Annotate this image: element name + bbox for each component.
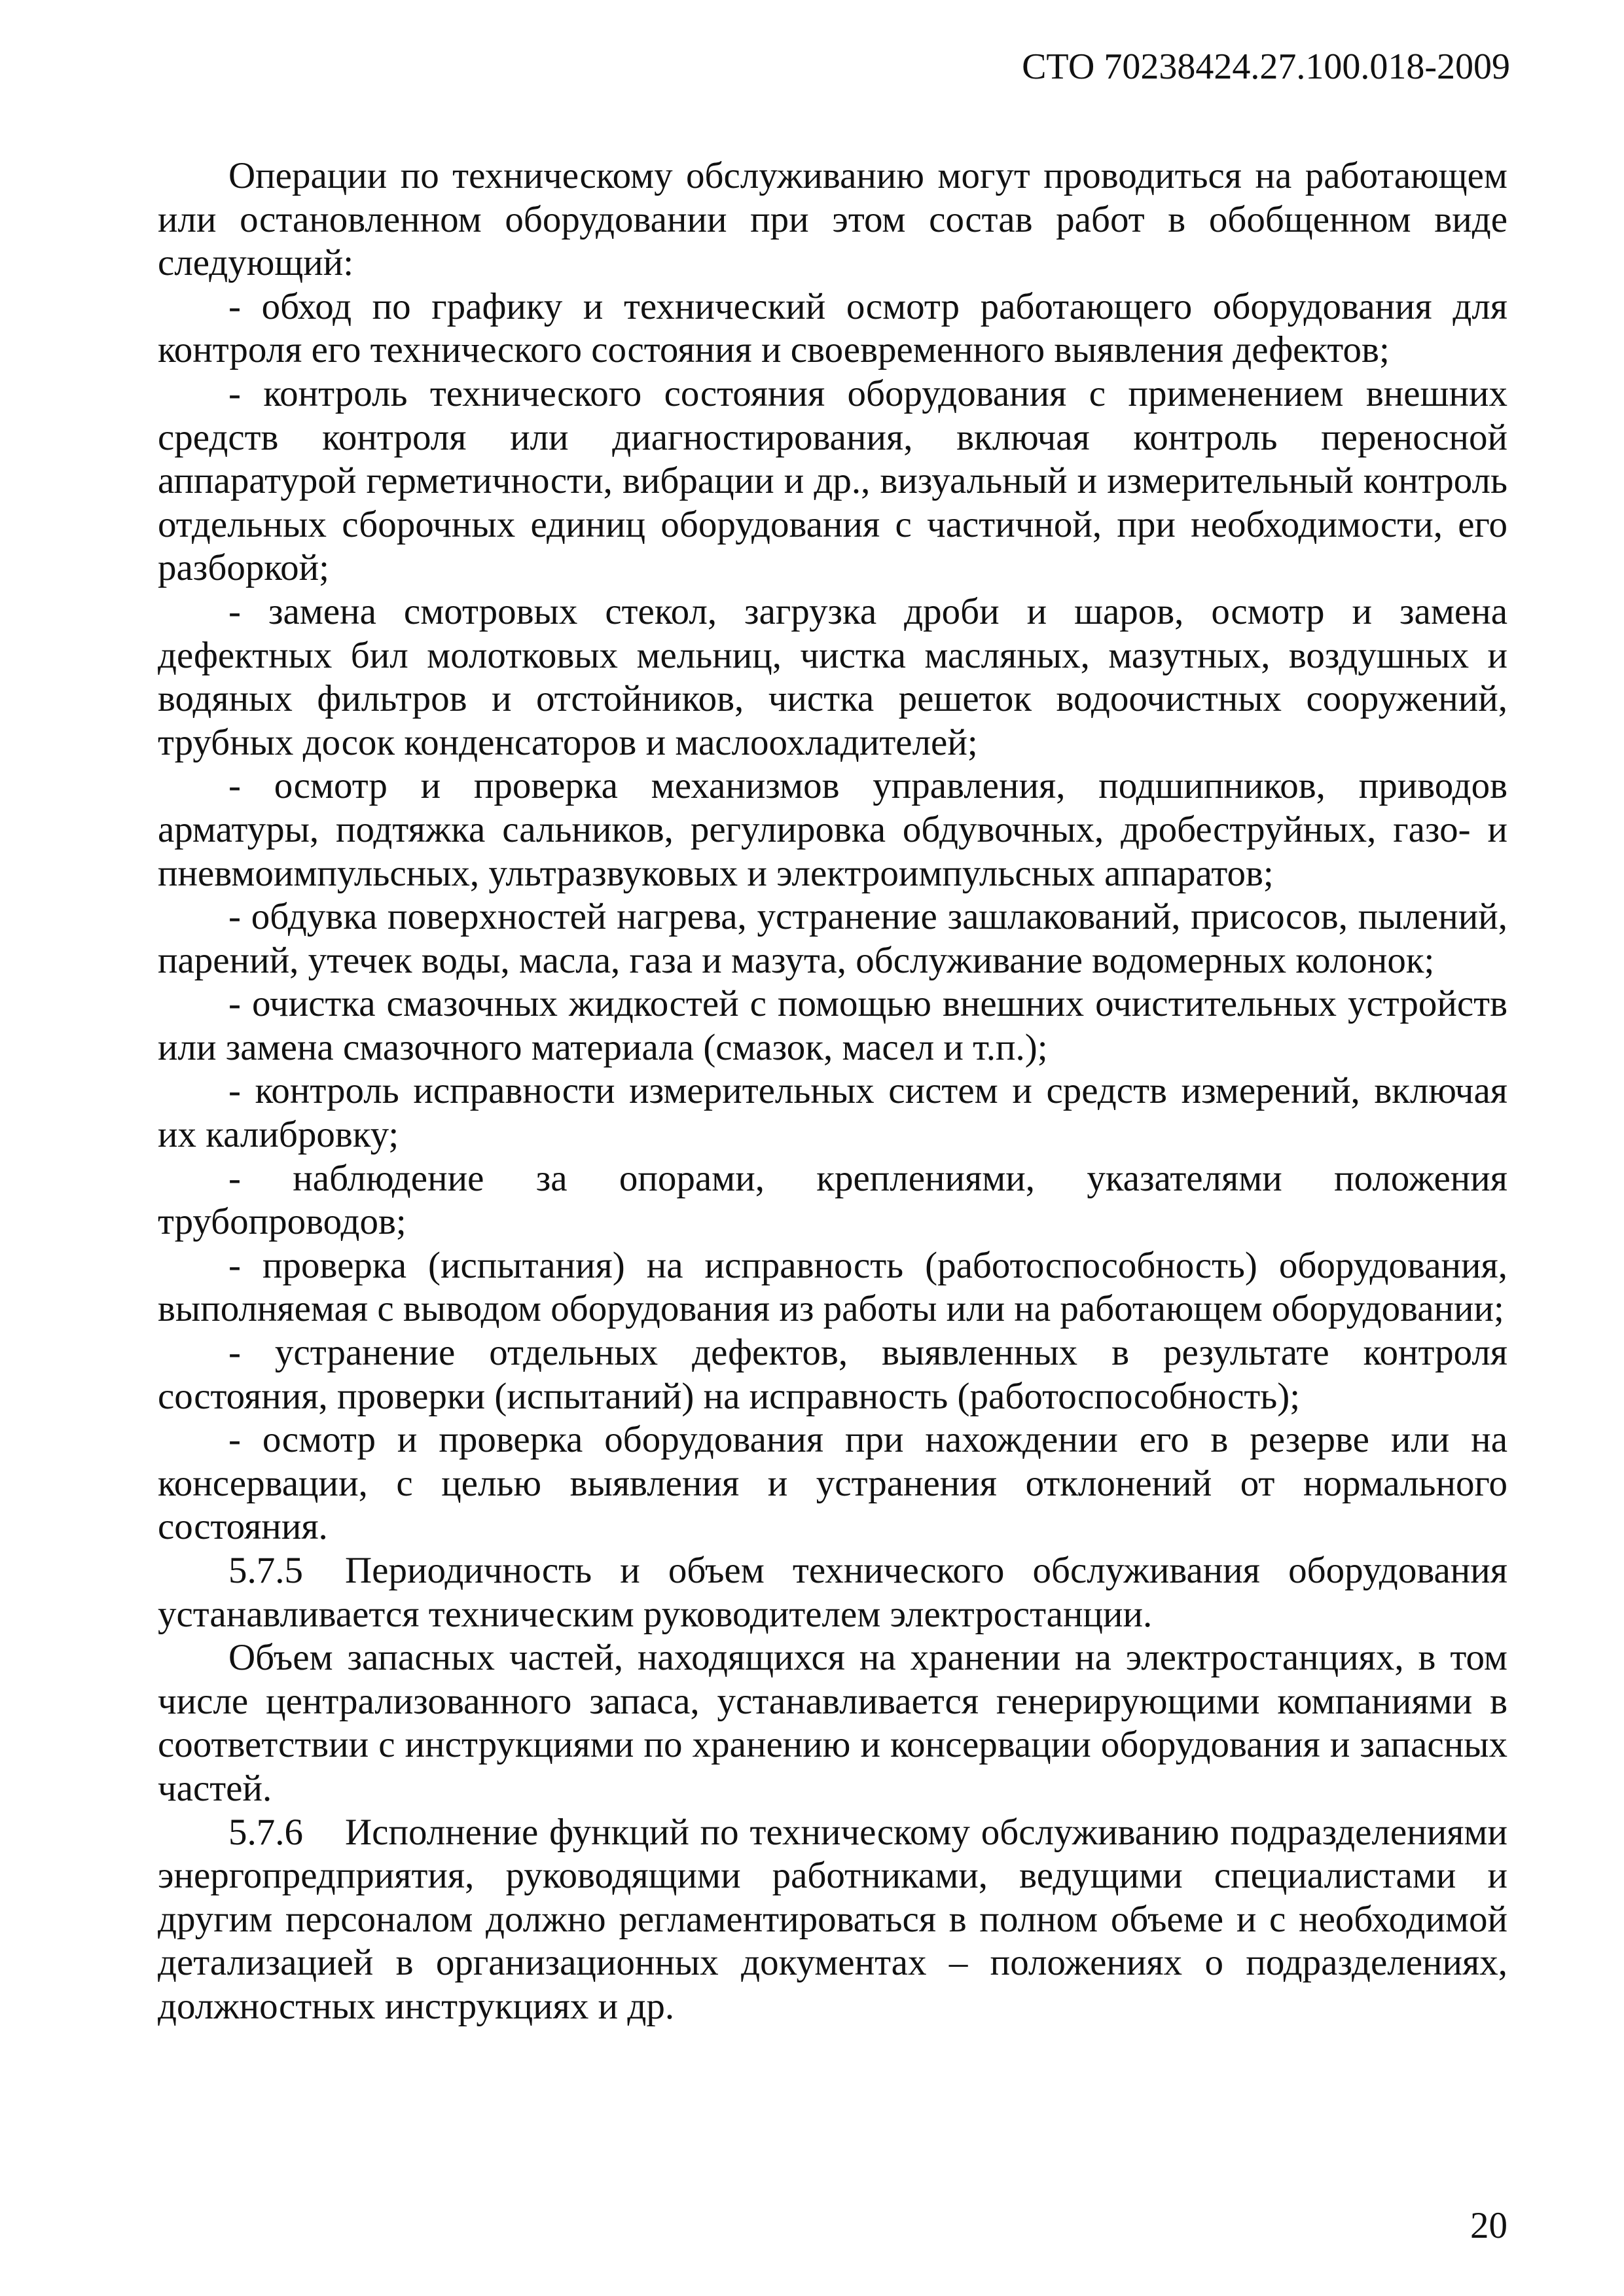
clause-number: 5.7.6 — [228, 1811, 303, 1853]
list-item-replacement-cleaning — [158, 590, 1507, 764]
clause-number: 5.7.5 — [228, 1550, 303, 1591]
list-item-blowing — [158, 895, 1507, 982]
paragraph-text: Периодичность и объем технического обслуживания оборудования устанавливается техническим руководителем электростанции. — [158, 1550, 1507, 1635]
list-item-supports-observation — [158, 1157, 1507, 1244]
paragraph-text: - контроль технического состояния оборудования с применением внешних средств контроля или диагностирования, включая контроль переносной аппаратурой герметичности, вибрации и др., визуальный и измерительный контроль отдельных сборочных единиц оборудования с частичной, при необходимости, его разборкой; — [158, 372, 1507, 589]
list-item-inspection — [158, 285, 1507, 372]
list-item-serviceability-test — [158, 1244, 1507, 1331]
document-code-header: СТО 70238424.27.100.018-2009 — [1022, 46, 1510, 87]
paragraph-text: - очистка смазочных жидкостей с помощью внешних очистительных устройств или замена смазочного материала (смазок, масел и т.п.); — [158, 983, 1507, 1068]
spare-parts-paragraph — [158, 1636, 1507, 1810]
list-item-technical-control — [158, 372, 1507, 590]
paragraph-text: - осмотр и проверка оборудования при нахождении его в резерве или на консервации, с целью выявления и устранения отклонений от нормального состояния. — [158, 1419, 1507, 1548]
paragraph-text: Исполнение функций по техническому обслуживанию подразделениями энергопредприятия, руководящими работниками, ведущими специалистами и другим персоналом должно регламентироваться в полном объеме и с необходимой детализацией в организационных документах – положениях о подразделениях, должностных инструкциях и др. — [158, 1811, 1507, 2027]
paragraph-text: Операции по техническому обслуживанию могут проводиться на работающем или остановленном оборудовании при этом состав работ в обобщенном виде следующий: — [158, 155, 1507, 284]
paragraph-text: - наблюдение за опорами, креплениями, указателями положения трубопроводов; — [158, 1157, 1507, 1243]
paragraph-text: - обдувка поверхностей нагрева, устранение зашлакований, присосов, пылений, парений, утечек воды, масла, газа и мазута, обслуживание водомерных колонок; — [158, 896, 1507, 981]
clause-5-7-5 — [158, 1549, 1507, 1636]
paragraph-text: - контроль исправности измерительных систем и средств измерений, включая их калибровку; — [158, 1070, 1507, 1156]
page-number: 20 — [1470, 2205, 1507, 2246]
list-item-measurement-control — [158, 1069, 1507, 1157]
main-text — [158, 154, 1507, 2029]
intro-paragraph — [158, 154, 1507, 285]
list-item-reserve-inspection — [158, 1418, 1507, 1549]
list-item-defect-elimination — [158, 1331, 1507, 1418]
list-item-mechanisms-check — [158, 764, 1507, 895]
paragraph-text: - обход по графику и технический осмотр работающего оборудования для контроля его технического состояния и своевременного выявления дефектов; — [158, 285, 1507, 371]
paragraph-text: - осмотр и проверка механизмов управления, подшипников, приводов арматуры, подтяжка сальников, регулировка обдувочных, дробеструйных, газо- и пневмоимпульсных, ультразвуковых и электроимпульсных аппаратов; — [158, 765, 1507, 894]
clause-5-7-6 — [158, 1811, 1507, 2029]
paragraph-text: - проверка (испытания) на исправность (работоспособность) оборудования, выполняемая с выводом оборудования из работы или на работающем оборудовании; — [158, 1244, 1507, 1330]
paragraph-text: - замена смотровых стекол, загрузка дроби и шаров, осмотр и замена дефектных бил молотковых мельниц, чистка масляных, мазутных, воздушных и водяных фильтров и отстойников, чистка решеток водоочистных сооружений, трубных досок конденсаторов и маслоохладителей; — [158, 590, 1507, 763]
paragraph-text: Объем запасных частей, находящихся на хранении на электростанциях, в том числе централизованного запаса, устанавливается генерирующими компаниями в соответствии с инструкциями по хранению и консервации оборудования и запасных частей. — [158, 1637, 1507, 1809]
paragraph-text: - устранение отдельных дефектов, выявленных в результате контроля состояния, проверки (испытаний) на исправность (работоспособность); — [158, 1332, 1507, 1417]
list-item-lubricant-cleaning — [158, 982, 1507, 1069]
